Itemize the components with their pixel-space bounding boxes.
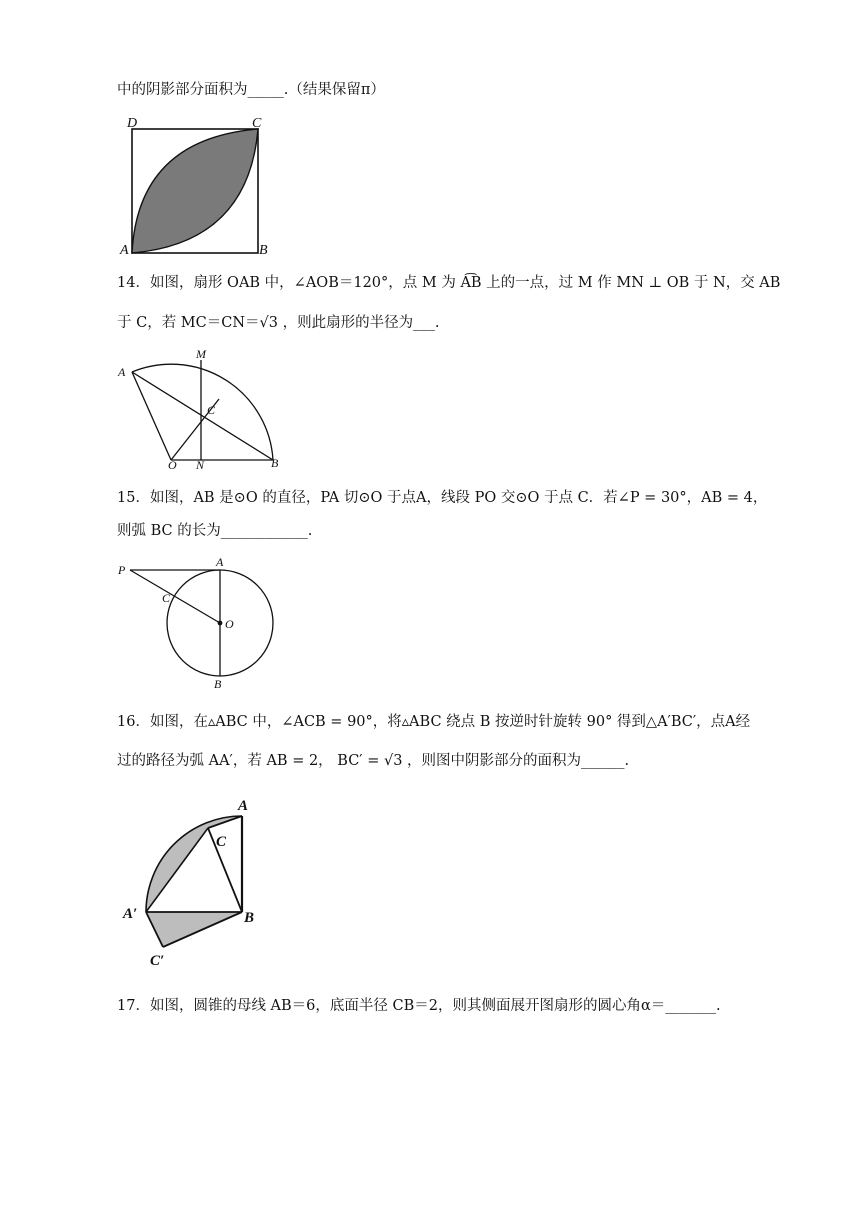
q14-figure <box>112 345 292 475</box>
q14-label-a: A <box>118 365 126 379</box>
q14-text-line1: 14．如图，扇形 OAB 中，∠AOB＝120°，点 M 为 A͡B 上的一点，过 M 作 MN ⊥ OB 于 N，交 AB <box>117 275 781 291</box>
q16-figure <box>120 795 260 975</box>
q15-label-a: A <box>216 555 224 569</box>
q14-label-o: O <box>168 458 177 472</box>
q13-text: 中的阴影部分面积为_____.（结果保留π） <box>117 82 385 98</box>
q13-figure <box>118 112 288 262</box>
q16-label-a-prime: A′ <box>123 906 138 922</box>
q16-label-b: B <box>244 910 255 926</box>
q14-label-n: N <box>196 458 205 472</box>
q15-text-line1: 15．如图，AB 是⊙O 的直径，PA 切⊙O 于点A，线段 PO 交⊙O 于点 C．若∠P = 30°，AB = 4， <box>117 490 768 506</box>
q13-label-c: C <box>252 116 262 131</box>
q14-label-c: C <box>207 403 216 417</box>
q15-figure <box>112 552 292 692</box>
q14-label-b: B <box>271 456 279 470</box>
q16-label-c: C <box>216 834 227 850</box>
q15-label-p: P <box>118 563 126 577</box>
q16-text-line1: 16．如图，在▵ABC 中，∠ACB = 90°，将▵ABC 绕点 B 按逆时针旋转 90° 得到△A′BC′，点A经 <box>117 714 751 730</box>
q15-label-c: C <box>162 591 171 605</box>
q16-label-a: A <box>238 798 249 814</box>
q13-label-b: B <box>259 243 268 258</box>
q16-label-c-prime: C′ <box>150 953 165 969</box>
q15-text-line2: 则弧 BC 的长为____________. <box>117 523 313 539</box>
q15-label-o: O <box>225 617 234 631</box>
q17-text: 17．如图，圆锥的母线 AB＝6，底面半径 CB＝2，则其侧面展开图扇形的圆心角α＝_______. <box>117 998 721 1014</box>
q14-text-line2: 于 C，若 MC＝CN＝√3 ，则此扇形的半径为___. <box>117 315 440 331</box>
q15-label-b: B <box>214 677 222 691</box>
q16-text-line2: 过的路径为弧 AA′，若 AB = 2， BC′ = √3 ，则图中阴影部分的面积为______. <box>117 753 630 769</box>
q14-label-m: M <box>196 347 206 361</box>
q13-label-a: A <box>120 243 129 258</box>
q13-label-d: D <box>127 116 138 131</box>
